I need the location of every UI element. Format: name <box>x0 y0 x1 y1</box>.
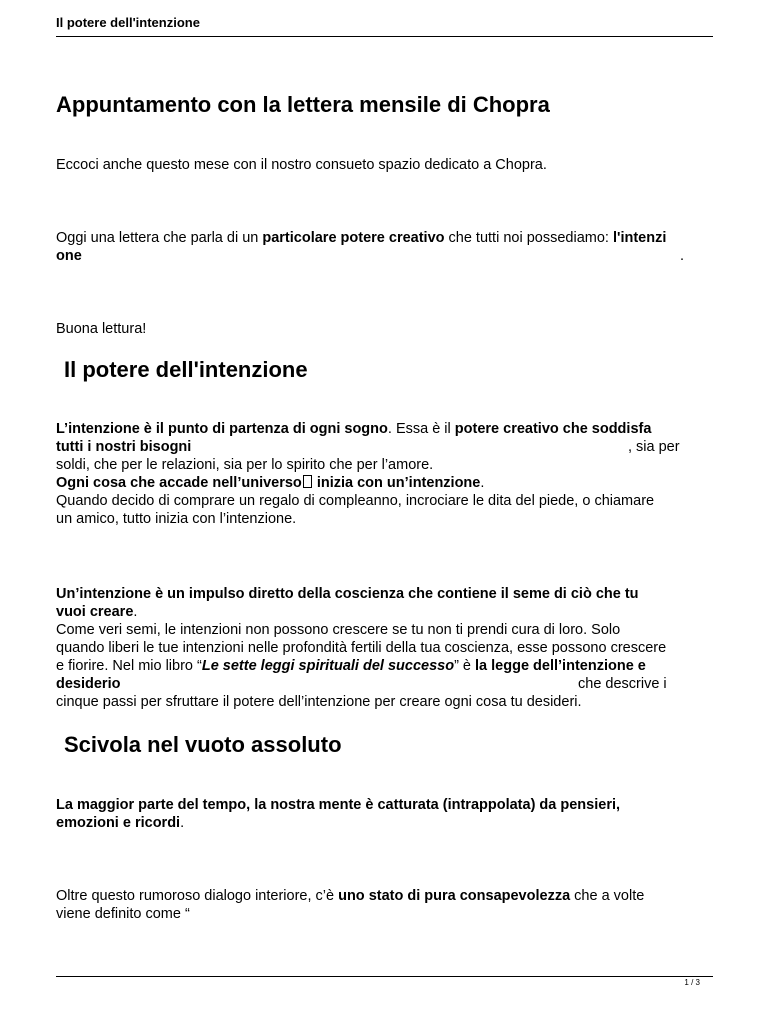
intro-paragraph-3 <box>56 320 716 338</box>
section2-text: Oltre questo rumoroso dialogo interiore, c’è <box>56 888 339 904</box>
section1-emphasis: inizia con un’intenzione <box>312 475 481 491</box>
intro-text: che tutti noi possediamo: <box>444 230 613 246</box>
section1-emphasis: la legge dell’intenzione e <box>475 658 646 674</box>
intro-emphasis: l'intenzi <box>612 230 667 246</box>
section2-emphasis: uno stato di pura consapevolezza <box>338 888 571 904</box>
intro-text: Buona lettura! <box>56 321 147 337</box>
section1-text: quando liberi le tue intenzioni nelle profondità fertili della tua coscienza, esse possono crescere <box>56 640 667 656</box>
section-heading-2: Scivola nel vuoto assoluto <box>64 732 342 757</box>
section1-text: . Essa è il <box>387 421 455 437</box>
intro-text: Eccoci anche questo mese con il nostro consueto spazio dedicato a Chopra. <box>56 157 547 173</box>
section1-emphasis: tutti i nostri bisogni <box>56 439 192 455</box>
section1-paragraph-1 <box>56 420 716 528</box>
section1-emphasis: Ogni cosa che accade nell’universo <box>56 475 302 491</box>
section2-emphasis: emozioni e ricordi <box>56 815 181 831</box>
intro-emphasis: one <box>56 248 82 264</box>
section2-emphasis: La maggior parte del tempo, la nostra mente è catturata (intrappolata) da pensieri, <box>56 797 621 813</box>
section-heading-1: Il potere dell'intenzione <box>64 357 308 382</box>
section1-text: Quando decido di comprare un regalo di compleanno, incrociare le dita del piede, o chiamare <box>56 493 655 509</box>
section1-emphasis: L’intenzione è il punto di partenza di ogni sogno <box>56 421 388 437</box>
footer-divider <box>56 976 713 977</box>
section2-text: . <box>180 815 185 831</box>
page-number: 1 / 3 <box>684 978 700 987</box>
intro-emphasis: particolare potere creativo <box>262 230 445 246</box>
section1-text: che descrive i <box>578 676 667 692</box>
section1-text: ” è <box>454 658 476 674</box>
page-title: Appuntamento con la lettera mensile di Chopra <box>56 92 550 117</box>
intro-paragraph-2 <box>56 229 716 265</box>
missing-glyph-box <box>303 475 312 488</box>
section1-paragraph-2 <box>56 585 716 711</box>
section2-paragraph-2 <box>56 887 716 923</box>
section1-text: e fiorire. Nel mio libro “ <box>56 658 202 674</box>
intro-text: . <box>680 248 685 264</box>
section1-text: un amico, tutto inizia con l’intenzione. <box>56 511 297 527</box>
section1-text: . <box>133 604 138 620</box>
section1-emphasis: Un’intenzione è un impulso diretto della coscienza che contiene il seme di ciò che tu <box>56 586 639 602</box>
running-header: Il potere dell'intenzione <box>56 15 200 30</box>
section1-text: . <box>480 475 485 491</box>
section2-text: che a volte <box>570 888 645 904</box>
section1-text: Come veri semi, le intenzioni non possono crescere se tu non ti prendi cura di loro. Solo <box>56 622 621 638</box>
section1-emphasis: vuoi creare <box>56 604 134 620</box>
intro-paragraph-1 <box>56 156 716 174</box>
intro-text: Oggi una lettera che parla di un <box>56 230 263 246</box>
section1-text: cinque passi per sfruttare il potere dell’intenzione per creare ogni cosa tu desideri. <box>56 694 582 710</box>
section2-text: viene definito come “ <box>56 906 190 922</box>
section1-text: soldi, che per le relazioni, sia per lo spirito che per l’amore. <box>56 457 434 473</box>
book-title: Le sette leggi spirituali del successo <box>201 658 455 674</box>
section2-paragraph-1 <box>56 796 716 832</box>
header-divider <box>56 36 713 37</box>
section1-emphasis: potere creativo che soddisfa <box>454 421 652 437</box>
section1-text: , sia per <box>628 439 680 455</box>
section1-emphasis: desiderio <box>56 676 121 692</box>
